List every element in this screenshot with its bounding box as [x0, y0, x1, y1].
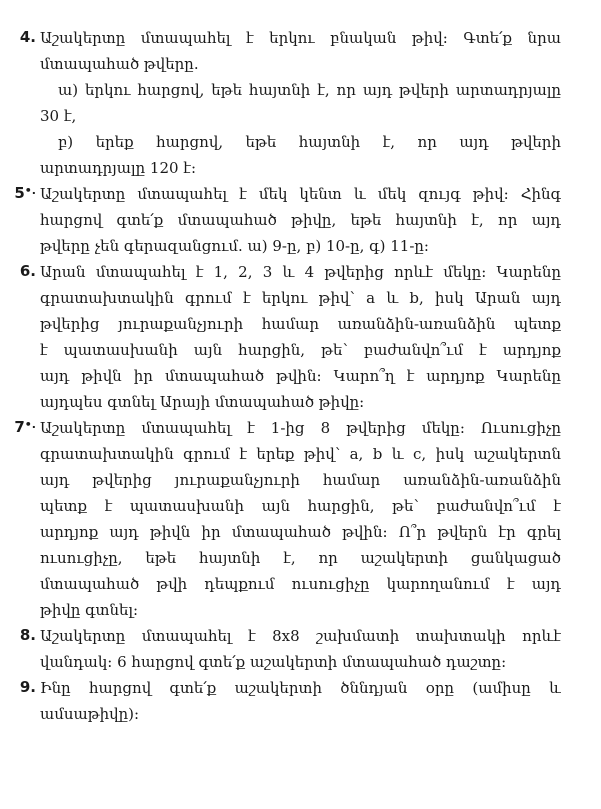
problem-text-line: մտապահած թվերը. — [40, 55, 199, 73]
problem-text-line: Աշակերտը մտապահել է 1-ից 8 թվերից մեկը: Ուսուցիչը — [40, 419, 561, 437]
problem-text-line: պետք է պատասխանի այն հարցին, թե՝ բաժանվո՞ւմ է — [40, 497, 561, 515]
problem-number: 4. — [19, 28, 36, 46]
problem-text-line: այդ թվերից յուրաքանչյուրի համար առանձին-առանձին — [40, 471, 561, 489]
problem-text-line: այդ թիվն իր մտապահած թվին: Կարո՞ղ է արդյոք Կարենը — [40, 367, 561, 385]
problem-text-line: թվերից յուրաքանչյուրի համար առանձին-առանձին պետք — [40, 315, 561, 333]
subitem-b-line: արտադրյալը 120 է: — [40, 159, 196, 177]
problem-text-line: գրատախտակին գրում է երկու թիվ՝ a և b, իսկ Արան այդ — [40, 289, 561, 307]
subitem-b-line: բ) երեք հարցով, եթե հայտնի է, որ այդ թվերի — [58, 133, 561, 151]
problem-text-line: Արան մտապահել է 1, 2, 3 և 4 թվերից որևէ մեկը: Կարենը — [40, 263, 561, 281]
subitem-a-line: ա) երկու հարցով, եթե հայտնի է, որ այդ թվերի արտադրյալը — [58, 81, 561, 99]
problem-number: 7•. — [14, 418, 36, 436]
problem-number: 9. — [19, 678, 36, 696]
problem-text-line: արդյոք այդ թիվն իր մտապահած թվին: Ո՞ր թվերն էր գրել — [40, 523, 561, 541]
subitem-a-line: 30 է, — [40, 107, 77, 125]
problem-text-line: Աշակերտը մտապահել է մեկ կենտ և մեկ զույգ թիվ: Հինգ — [40, 185, 561, 203]
problem-text-line: ամսաթիվը): — [40, 705, 140, 723]
problem-text-line: այդպես գտնել Արայի մտապահած թիվը: — [40, 393, 365, 411]
problem-text-line: մտապահած թվի դեպքում ուսուցիչը կարողանում է այդ — [40, 575, 561, 593]
problem-text-line: թվերը չեն գերազանցում. ա) 9-ը, բ) 10-ը, գ) 11-ը: — [40, 237, 429, 255]
problem-number: 6. — [19, 262, 36, 280]
problem-text-line: թիվը գտնել: — [40, 601, 139, 619]
problem-text-line: հարցով գտե՛ք մտապահած թիվը, եթե հայտնի է, որ այդ — [40, 211, 561, 229]
problem-text-line: Աշակերտը մտապահել է երկու բնական թիվ: Գտե՛ք նրա — [40, 29, 561, 47]
problem-text-line: Ինը հարցով գտե՛ք աշակերտի ծննդյան օրը (ամիսը և — [40, 679, 561, 697]
problem-text-line: Աշակերտը մտապահել է 8x8 շախմատի տախտակի որևէ — [40, 627, 561, 645]
problem-text-line: է պատասխանի այն հարցին, թե՝ բաժանվո՞ւմ է արդյոք — [40, 341, 561, 359]
problem-text-line: ուսուցիչը, եթե հայտնի է, որ աշակերտի ցանկացած — [40, 549, 561, 567]
problem-text-line: վանդակ: 6 հարցով գտե՛ք աշակերտի մտապահած դաշտը: — [40, 653, 507, 671]
problem-number: 8. — [19, 626, 36, 644]
problem-text-line: գրատախտակին գրում է երեք թիվ՝ a, b և c, իսկ աշակերտն — [40, 445, 561, 463]
problem-number: 5•. — [14, 184, 36, 202]
